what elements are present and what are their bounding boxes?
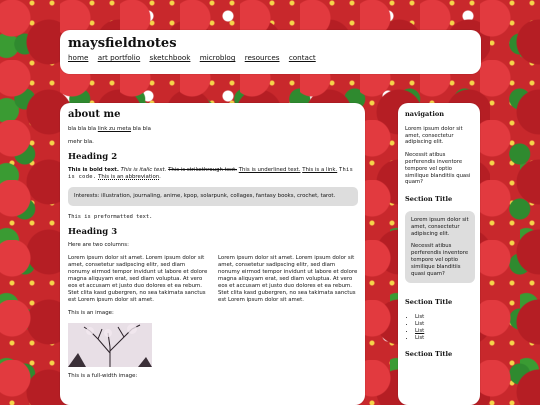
column-left: Lorem ipsum dolor sit amet. Lorem ipsum dolor sit amet, consetetur sadipscing elitr, sed diam nonumy eirmod tempor invidunt ut labore et dolore magna aliquyam erat, sed diam voluptua. At vero eos et accusam et justo duo dolores et ea rebum. Stet clita kasd gubergren, no sea takimata sanctus est Lorem ipsum dolor sit amet. <box>68 255 208 303</box>
list-item: • List <box>415 314 475 321</box>
nav-link-sketchbook[interactable]: sketchbook <box>149 53 191 62</box>
heading-2: Heading 2 <box>68 152 118 162</box>
two-columns <box>68 255 358 304</box>
columns-intro: Here are two columns: <box>68 242 129 248</box>
sidebar-list <box>405 314 475 341</box>
about-heading: about me <box>68 109 121 120</box>
sidebar-box-text-2: Necessit atibus perferendis inventore tempore vel optio similique blanditiis quasi quam? <box>411 243 469 277</box>
header-panel <box>60 30 481 74</box>
about-text: bla bla bla <box>68 126 98 132</box>
sidebar-box <box>405 211 475 283</box>
about-paragraph <box>68 126 358 133</box>
top-nav <box>68 53 323 62</box>
list-item: • List <box>415 321 475 328</box>
sidebar-nav-text-1: Lorem ipsum dolor sit amet, consectetur adipiscing elit. <box>405 125 463 146</box>
nav-link-home[interactable]: home <box>68 53 89 62</box>
italic-text: This is italic text. <box>120 167 167 173</box>
column-right: Lorem ipsum dolor sit amet. Lorem ipsum dolor sit amet, consetetur sadipscing elitr, sed diam nonumy eirmod tempor invidunt ut labore et dolore magna aliquyam erat, sed diam voluptua. At vero eos et accusam et justo duo dolores et ea rebum. Stet clita kasd gubergren, no sea takimata sanctus est Lorem ipsum dolor sit amet. <box>218 255 358 303</box>
nav-link-art-portfolio[interactable]: art portfolio <box>97 53 141 62</box>
tree-image <box>68 323 152 367</box>
main-content <box>60 103 365 405</box>
section-title-2: Section Title <box>405 298 453 307</box>
list-item-link[interactable]: • List <box>415 328 475 335</box>
underlined-text: This is underlined text. <box>238 167 301 173</box>
site-title[interactable]: maysfieldnotes <box>68 36 177 51</box>
example-link[interactable]: This is a link. <box>302 167 338 173</box>
code-text: This is code. <box>68 167 354 180</box>
fullwidth-image-intro: This is a full-width image: <box>68 373 138 379</box>
interests-box: Interests: illustration, journaling, anime, kpop, solarpunk, collages, fantasy books, crochet, tarot. <box>68 187 358 206</box>
image-intro: This is an image: <box>68 310 114 316</box>
list-item: • List <box>415 335 475 342</box>
section-title-3: Section Title <box>405 350 453 359</box>
nav-link-resources[interactable]: resources <box>244 53 280 62</box>
about-text-suffix: bla bla <box>131 126 151 132</box>
sidebar <box>398 103 480 405</box>
meta-link[interactable]: link zu meta <box>97 126 132 132</box>
about-paragraph-2: mehr bla. <box>68 139 94 145</box>
sidebar-nav-text-2: Necessit atibus perferendis inventore tempore vel optio similique blanditiis quasi quam? <box>405 152 471 186</box>
abbreviation-text: This is an abbreviation. <box>98 174 161 180</box>
tree-branches-icon <box>68 323 152 367</box>
bold-text: This is bold text. <box>68 167 119 173</box>
sidebar-box-text-1: Lorem ipsum dolor sit amet, consectetur adipiscing elit. <box>411 216 469 237</box>
strikethrough-text: This is strikethrough text. <box>168 167 237 173</box>
formatting-examples <box>68 167 358 181</box>
nav-link-microblog[interactable]: microblog <box>199 53 236 62</box>
section-title-1: Section Title <box>405 195 453 204</box>
nav-link-contact[interactable]: contact <box>288 53 316 62</box>
heading-3: Heading 3 <box>68 227 118 237</box>
sidebar-nav-heading: navigation <box>405 110 445 118</box>
preformatted-text: This is preformatted text. <box>68 214 153 220</box>
